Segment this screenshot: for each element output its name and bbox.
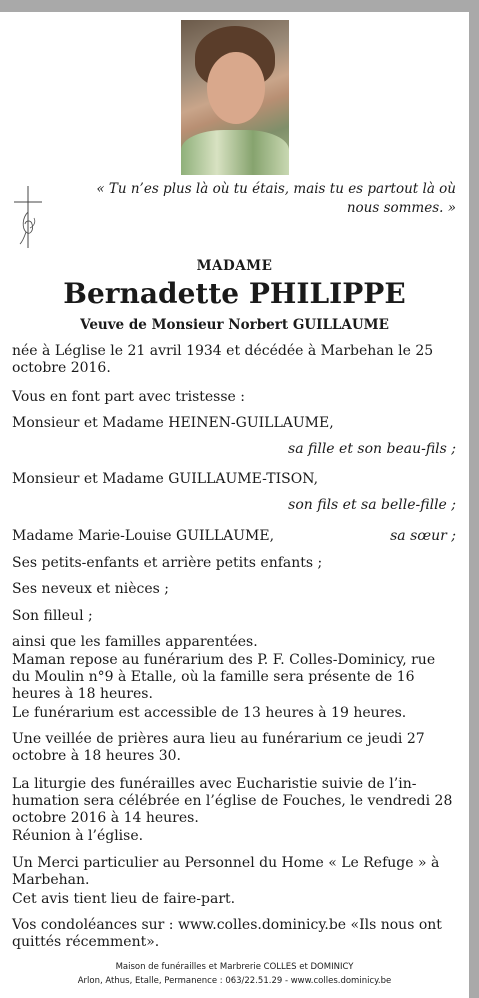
vigil-paragraph: Une veillée de prières aura lieu au funérarium ce jeudi 27 octobre à 18 heures 30.: [12, 731, 425, 764]
portrait-photo: [181, 20, 289, 175]
relatives-line: Son filleul ;: [12, 608, 93, 624]
honorific: MADAME: [196, 258, 273, 274]
announce-text: Vous en font part avec tristesse :: [12, 389, 245, 405]
family-member-name: Monsieur et Madame HEINEN-GUILLAUME,: [12, 415, 334, 431]
obituary-card: [0, 12, 469, 998]
deceased-name: Bernadette PHILIPPE: [63, 277, 406, 310]
relatives-line: Ses neveux et nièces ;: [12, 581, 169, 597]
widow-of: Veuve de Monsieur Norbert GUILLAUME: [80, 317, 389, 333]
notice-paragraph: Cet avis tient lieu de faire-part.: [12, 891, 236, 907]
birth-death-text: née à Léglise le 21 avril 1934 et décédée à Marbehan le 25 octobre 2016.: [12, 343, 434, 376]
relatives-line: ainsi que les familles apparentées.: [12, 634, 258, 650]
family-member-relation: sa sœur ;: [390, 528, 456, 544]
relatives-line: Ses petits-enfants et arrière petits enfants ;: [12, 555, 323, 571]
funerarium-paragraph: Maman repose au funérarium des P. F. Colles-Dominicy, rue du Moulin n°9 à Etalle, où la famille sera présente de 16 heures à 18 heures.: [12, 652, 436, 702]
cross-with-rose-icon: [12, 184, 44, 250]
family-member-relation: sa fille et son beau-fils ;: [288, 441, 456, 457]
opening-hours-paragraph: Le funérarium est accessible de 13 heures à 19 heures.: [12, 705, 407, 721]
condolences-paragraph: Vos condoléances sur : www.colles.dominicy.be «Ils nous ont quittés récemment».: [12, 917, 442, 950]
footer-contact: Arlon, Athus, Etalle, Permanence : 063/22.51.29 - www.colles.dominicy.be: [77, 976, 392, 986]
family-member-relation: son fils et sa belle-fille ;: [288, 497, 456, 513]
family-member-name: Madame Marie-Louise GUILLAUME,: [12, 528, 275, 544]
thanks-paragraph: Un Merci particulier au Personnel du Home « Le Refuge » à Marbehan.: [12, 855, 440, 888]
quote: « Tu n’es plus là où tu étais, mais tu es partout là où nous sommes. »: [96, 181, 456, 216]
liturgy-paragraph: La liturgie des funérailles avec Eucharistie suivie de l’inhumation sera célébrée en l’église de Fouches, le vendredi 28 octobre 2016 à 14 heures.: [12, 776, 453, 826]
meeting-paragraph: Réunion à l’église.: [12, 828, 144, 844]
footer-company: Maison de funérailles et Marbrerie COLLES et DOMINICY: [115, 962, 354, 972]
family-member-name: Monsieur et Madame GUILLAUME-TISON,: [12, 471, 319, 487]
family-member-row: [12, 528, 456, 545]
